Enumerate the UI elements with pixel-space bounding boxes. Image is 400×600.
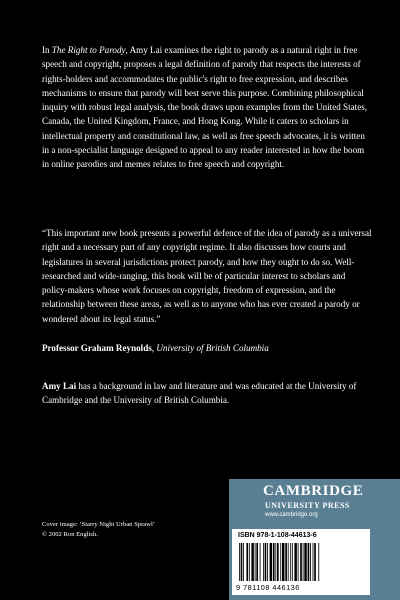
isbn-label: ISBN 978-1-108-44613-6 (238, 532, 317, 539)
publisher-press: UNIVERSITY PRESS (265, 501, 350, 510)
intro-paragraph (42, 43, 373, 171)
cover-credit-line-2: © 2002 Ron English. (42, 530, 98, 538)
endorsement-quote: “This important new book presents a powerful defence of the idea of parody as a universal right and a necessary part of any copyright regime. It also discusses how courts and legislatures in several jurisdictions protect parody, and how they ought to do so. Well-researched and wide-ranging, this book will be of particular interest to scholars and policy-makers whose work focuses on copyright, freedom of expression, and the relationship between these areas, as well as to anyone who has ever created a parody or wondered about its legal status.” (42, 228, 372, 324)
author-bio (42, 379, 373, 408)
endorser-affiliation: University of British Columbia (156, 343, 269, 353)
intro-lead: In (42, 45, 52, 55)
endorsement-attribution (42, 343, 269, 353)
author-bio-text: has a background in law and literature and was educated at the University of Cambridge and the University of British Columbia. (42, 381, 357, 406)
cover-credit-line-1: Cover image: ‘Starry Night Urban Sprawl’ (42, 521, 155, 528)
intro-body: , Amy Lai examines the right to parody as a natural right in free speech and copyright, proposes a legal definition of parody that respects the interests of rights-holders and accommodates the public's right to free expression, and describes mechanisms to ensure that parody will best serve this purpose. Combining philosophical inquiry with robust legal analysis, the book draws upon examples from the United States, Canada, the United Kingdom, France, and Hong Kong. While it caters to scholars in intellectual property and constitutional law, as well as free speech advocates, it is written in a non-specialist language designed to appeal to any reader interested in how the boom in online parodies and memes relates to free speech and copyright. (42, 45, 368, 170)
cover-image-credit (42, 520, 155, 540)
author-name: Amy Lai (42, 381, 77, 391)
publisher-logo-name: CAMBRIDGE (263, 483, 364, 499)
book-title: The Right to Parody (51, 45, 126, 55)
attribution-separator: , (151, 343, 157, 353)
barcode-icon (237, 543, 365, 581)
publisher-url: www.cambridge.org (265, 512, 318, 518)
endorser-name: Professor Graham Reynolds (42, 343, 152, 353)
barcode-digits: 9 781108 446136 (236, 583, 300, 592)
isbn-barcode-box (232, 529, 370, 595)
